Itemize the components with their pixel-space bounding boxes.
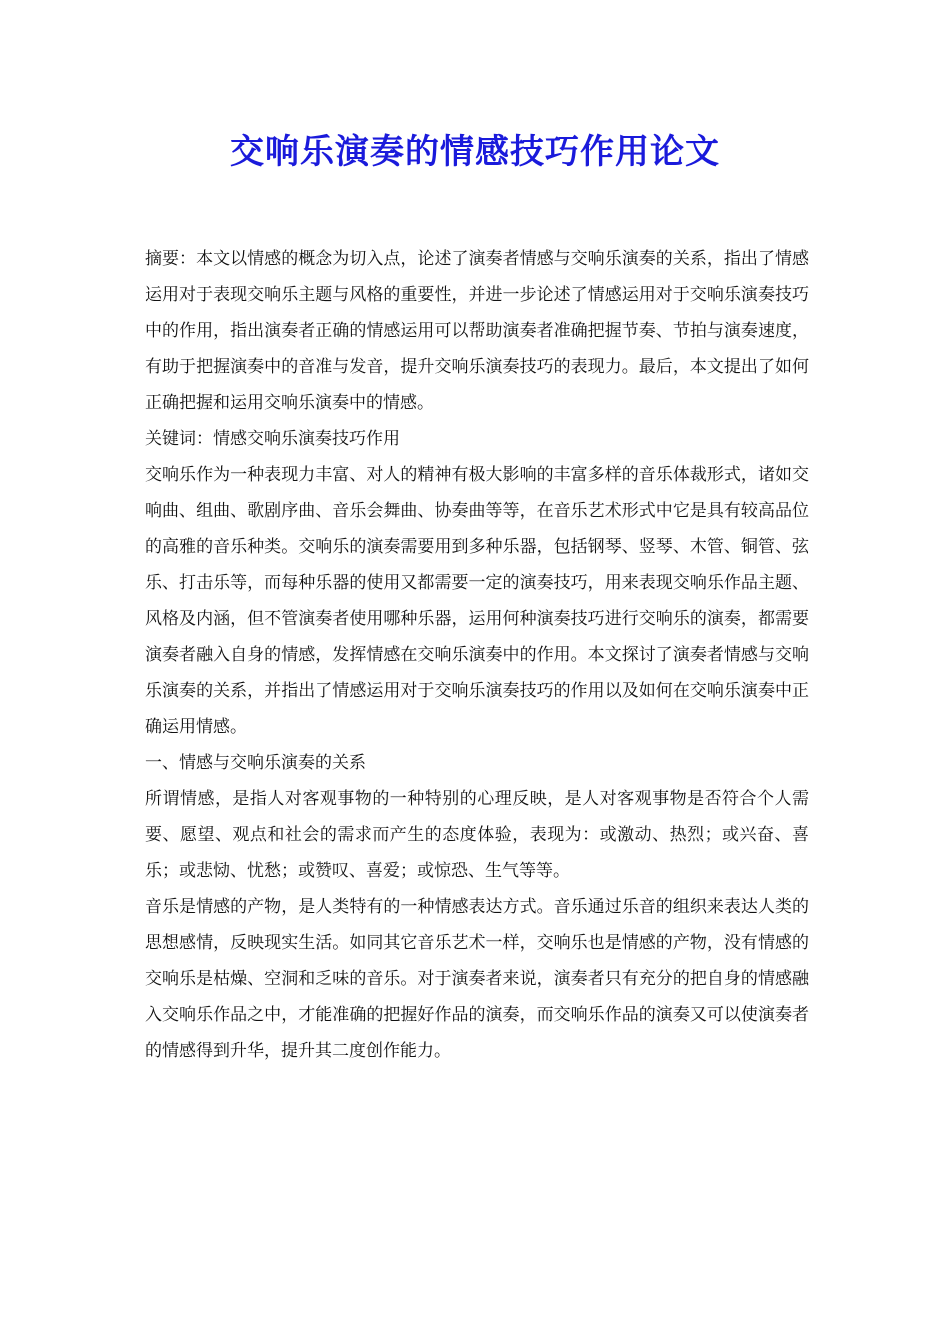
document-title: 交响乐演奏的情感技巧作用论文 xyxy=(230,132,720,172)
section-heading: 一、情感与交响乐演奏的关系 xyxy=(145,753,366,773)
keywords-line: 关键词：情感交响乐演奏技巧作用 xyxy=(145,429,400,449)
section-paragraph: 音乐是情感的产物，是人类特有的一种情感表达方式。音乐通过乐音的组织来表达人类的思想感情，反映现实生活。如同其它音乐艺术一样，交响乐也是情感的产物，没有情感的交响乐是枯燥、空洞和乏味的音乐。对于演奏者来说，演奏者只有充分的把自身的情感融入交响乐作品之中，才能准确的把握好作品的演奏，而交响乐作品的演奏又可以使演奏者的情感得到升华，提升其二度创作能力。 xyxy=(145,897,809,1061)
section-paragraph: 所谓情感，是指人对客观事物的一种特别的心理反映，是人对客观事物是否符合个人需要、愿望、观点和社会的需求而产生的态度体验，表现为：或激动、热烈；或兴奋、喜乐；或悲恸、忧愁；或赞叹、喜爱；或惊恐、生气等等。 xyxy=(145,789,809,881)
intro-paragraph: 交响乐作为一种表现力丰富、对人的精神有极大影响的丰富多样的音乐体裁形式，诸如交响曲、组曲、歌剧序曲、音乐会舞曲、协奏曲等等，在音乐艺术形式中它是具有较高品位的高雅的音乐种类。交响乐的演奏需要用到多种乐器，包括钢琴、竖琴、木管、铜管、弦乐、打击乐等，而每种乐器的使用又都需要一定的演奏技巧，用来表现交响乐作品主题、风格及内涵，但不管演奏者使用哪种乐器，运用何种演奏技巧进行交响乐的演奏，都需要演奏者融入自身的情感，发挥情感在交响乐演奏中的作用。本文探讨了演奏者情感与交响乐演奏的关系，并指出了情感运用对于交响乐演奏技巧的作用以及如何在交响乐演奏中正确运用情感。 xyxy=(145,465,809,737)
abstract-paragraph: 摘要：本文以情感的概念为切入点，论述了演奏者情感与交响乐演奏的关系，指出了情感运用对于表现交响乐主题与风格的重要性，并进一步论述了情感运用对于交响乐演奏技巧中的作用，指出演奏者正确的情感运用可以帮助演奏者准确把握节奏、节拍与演奏速度，有助于把握演奏中的音准与发音，提升交响乐演奏技巧的表现力。最后，本文提出了如何正确把握和运用交响乐演奏中的情感。 xyxy=(145,249,809,413)
document-body xyxy=(145,241,809,1069)
